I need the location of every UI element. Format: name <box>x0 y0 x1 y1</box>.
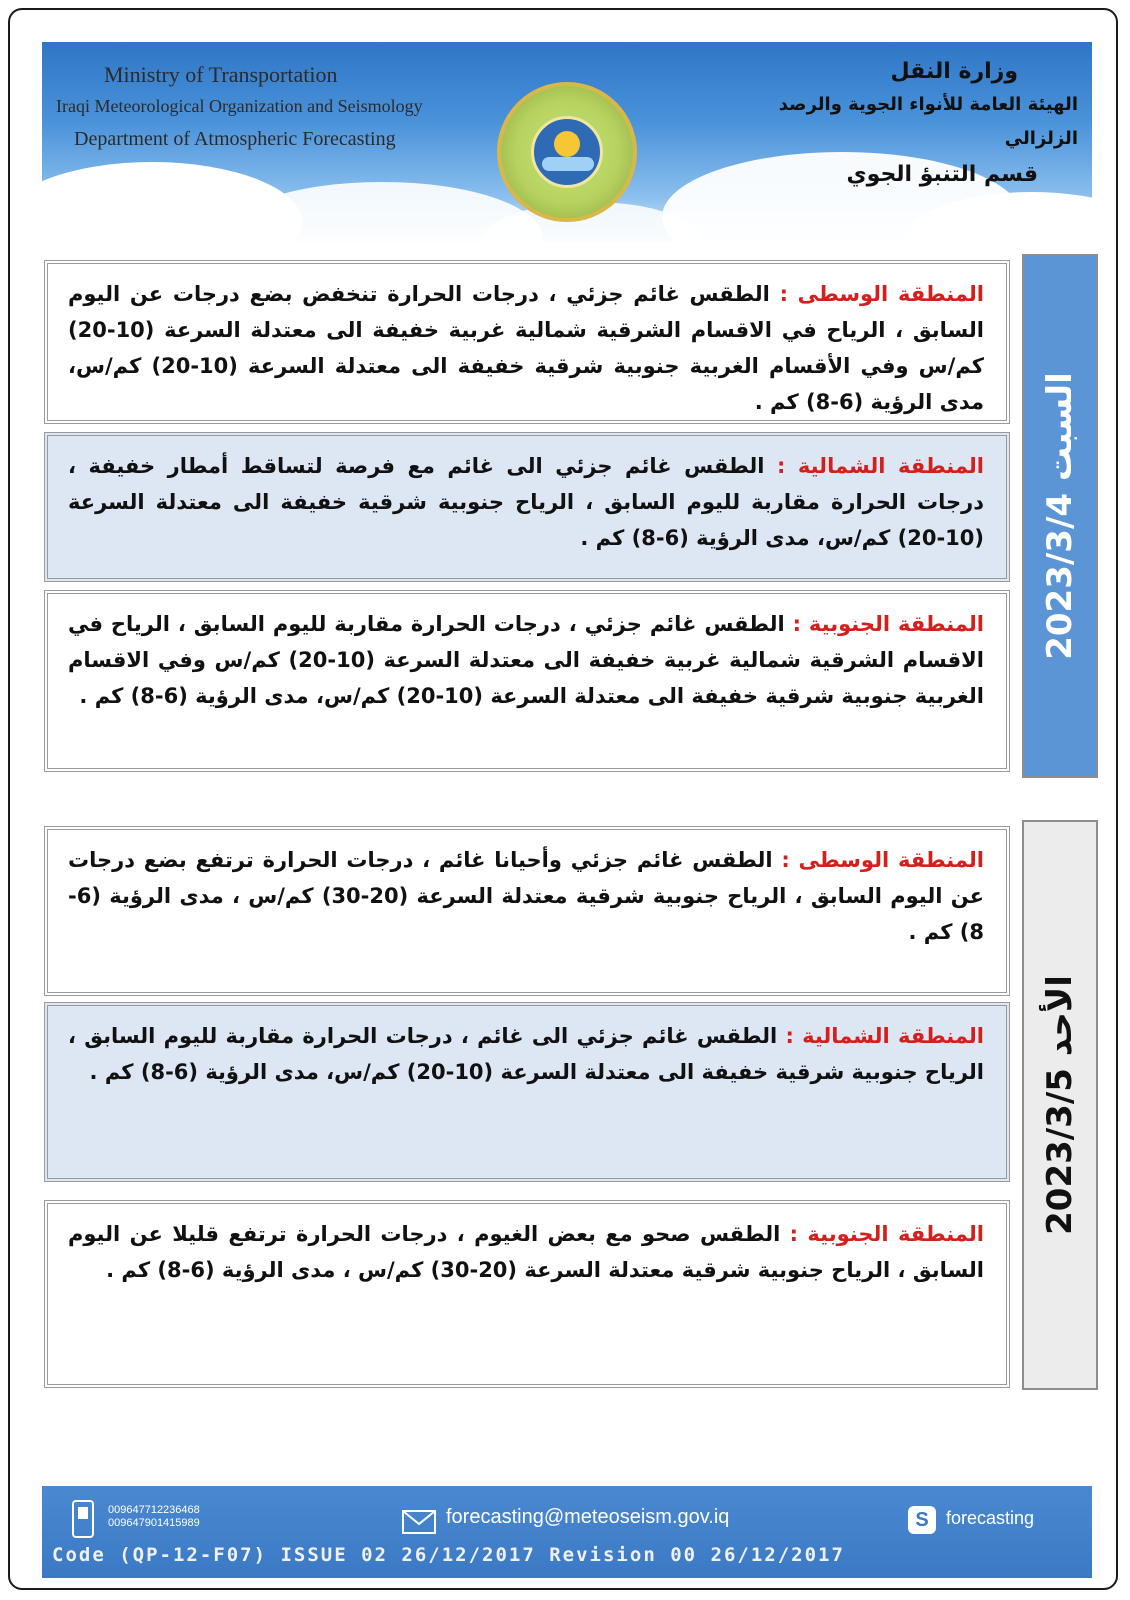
forecast-box-south <box>44 590 1010 772</box>
department-name-en: Department of Atmospheric Forecasting <box>74 128 396 150</box>
forecast-text: الطقس غائم جزئي ، درجات الحرارة تنخفض بضع درجات عن اليوم السابق ، الرياح في الاقسام الشرقية شمالية غربية خفيفة الى معتدلة السرعة (10-20) كم/س وفي الأقسام الغربية جنوبية شرقية خفيفة الى معتدلة السرعة (10-20) كم/س، مدى الرؤية (6-8) كم . <box>68 282 984 414</box>
arabic-header <box>738 56 1078 194</box>
forecast-text: الطقس غائم جزئي ، درجات الحرارة مقاربة لليوم السابق ، الرياح في الاقسام الشرقية شمالية غربية خفيفة الى معتدلة السرعة (10-20) كم/س وفي الاقسام الغربية جنوبية شرقية خفيفة الى معتدلة السرعة (10-20) كم/س، مدى الرؤية (6-8) كم . <box>68 612 985 708</box>
ministry-name-en: Ministry of Transportation <box>104 62 338 87</box>
phone-icon <box>72 1500 94 1538</box>
day-label-panel <box>1022 254 1098 778</box>
forecast-text: الطقس غائم جزئي وأحيانا غائم ، درجات الحرارة ترتفع بضع درجات عن اليوم السابق ، الرياح جنوبية شرقية معتدلة السرعة (20-30) كم/س ، مدى الرؤية (6-8) كم . <box>68 848 984 944</box>
document-code: Code (QP-12-F07) ISSUE 02 26/12/2017 Revision 00 26/12/2017 <box>52 1544 845 1566</box>
day-label: الأحد 2023/3/5 <box>1040 975 1081 1235</box>
phone-numbers <box>108 1504 200 1530</box>
wave-icon <box>542 157 594 171</box>
region-name: المنطقة الشمالية : <box>776 454 985 478</box>
organization-name-en: Iraqi Meteorological Organization and Seismology <box>56 96 423 116</box>
email-link[interactable]: forecasting@meteoseism.gov.iq <box>446 1506 730 1528</box>
forecast-box-central <box>44 826 1010 996</box>
logo-emblem <box>531 116 603 188</box>
forecast-text: الطقس صحو مع بعض الغيوم ، درجات الحرارة ترتفع قليلا عن اليوم السابق ، الرياح جنوبية شرقية معتدلة السرعة (20-30) كم/س ، مدى الرؤية (6-8) كم . <box>68 1222 984 1282</box>
forecast-box-north <box>44 1002 1010 1182</box>
phone-number-2[interactable]: 009647901415989 <box>108 1517 200 1529</box>
phone-number-1[interactable]: 009647712236468 <box>108 1504 200 1516</box>
mail-icon <box>402 1510 436 1534</box>
region-name: المنطقة الجنوبية : <box>792 612 985 636</box>
ministry-name-ar: وزارة النقل <box>890 59 1018 84</box>
day-section-saturday <box>44 254 1098 778</box>
forecast-text: الطقس غائم جزئي الى غائم ، درجات الحرارة مقاربة لليوم السابق ، الرياح جنوبية شرقية خفيفة الى معتدلة السرعة (10-20) كم/س، مدى الرؤية (6-8) كم . <box>68 1024 984 1084</box>
english-header <box>56 60 436 156</box>
region-name: المنطقة الجنوبية : <box>789 1222 984 1246</box>
region-name: المنطقة الوسطى : <box>779 282 984 306</box>
region-name: المنطقة الوسطى : <box>781 848 984 872</box>
region-name: المنطقة الشمالية : <box>785 1024 985 1048</box>
organization-name-ar: الهيئة العامة للأنواء الجوية والرصد الزلزالي <box>778 94 1078 149</box>
skype-handle[interactable]: forecasting <box>946 1508 1035 1528</box>
department-name-ar: قسم التنبؤ الجوي <box>846 162 1038 187</box>
header-banner <box>42 42 1092 242</box>
footer-bar <box>42 1486 1092 1578</box>
forecast-box-north <box>44 432 1010 582</box>
day-label: السبت 2023/3/4 <box>1040 372 1081 660</box>
forecast-box-south <box>44 1200 1010 1388</box>
organization-logo <box>497 82 637 222</box>
sun-icon <box>554 131 580 157</box>
day-section-sunday <box>44 820 1098 1390</box>
forecast-text: الطقس غائم جزئي الى غائم مع فرصة لتساقط أمطار خفيفة ، درجات الحرارة مقاربة لليوم السابق ، الرياح جنوبية شرقية خفيفة الى معتدلة السرعة (10-20) كم/س، مدى الرؤية (6-8) كم . <box>68 454 984 550</box>
skype-icon: S <box>908 1506 936 1534</box>
day-label-panel <box>1022 820 1098 1390</box>
forecast-box-central <box>44 260 1010 424</box>
